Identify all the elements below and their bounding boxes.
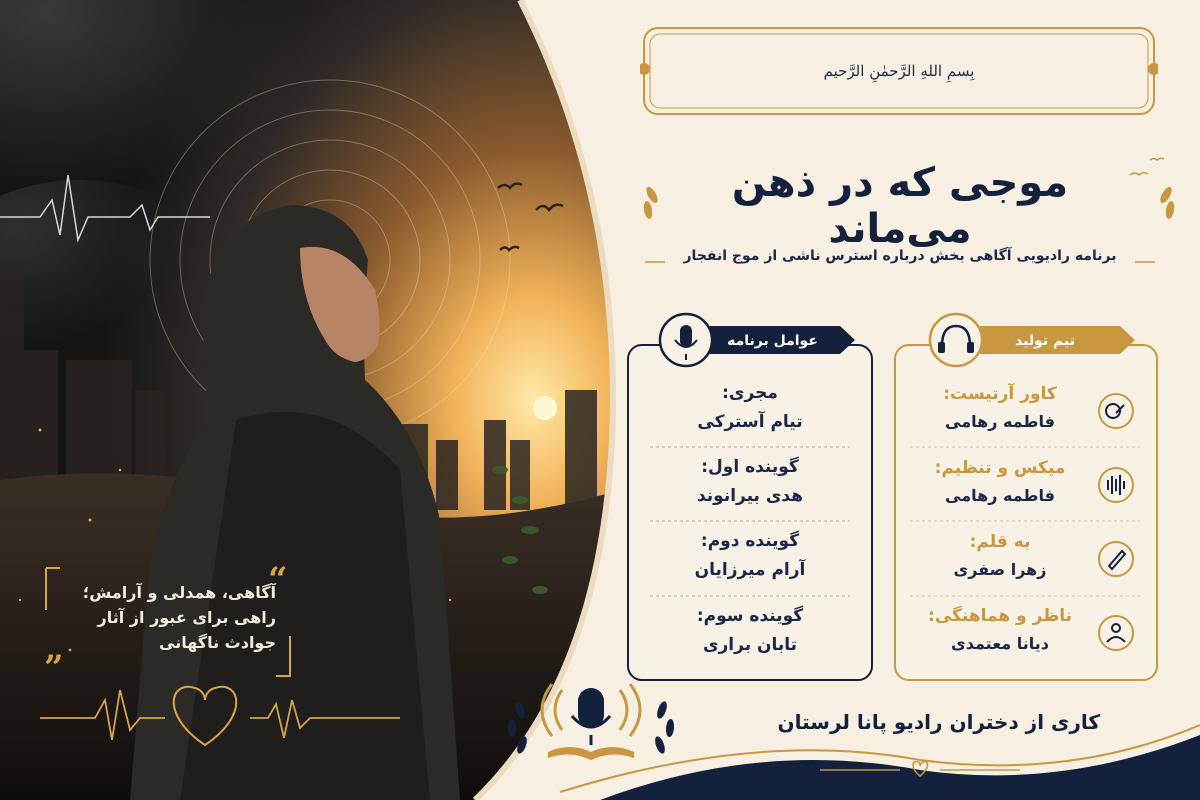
quote-line: راهی برای عبور از آثار [97, 608, 276, 627]
quote-line: جوادث ناگهانی [159, 633, 276, 652]
cast-name-speaker-3: تابان براری [702, 635, 798, 655]
quote-open-icon: “ [268, 560, 288, 600]
crew-name-cover-artist: فاطمه رهامی [945, 412, 1055, 431]
crew-name-writer: زهرا صفری [953, 560, 1047, 579]
crew-name-supervisor: دیانا معتمدی [951, 634, 1049, 653]
quote-text [76, 580, 276, 655]
quote-line: آگاهی، همدلی و آرامش؛ [82, 583, 276, 602]
program-subtitle: برنامه رادیویی آگاهی بخش درباره استرس ناشی از موج انفجار [683, 248, 1117, 264]
production-card-heading: تیم تولید [1015, 333, 1075, 349]
footer-credit: کاری از دختران رادیو پانا لرستان [777, 710, 1100, 734]
crew-name-mix: فاطمه رهامی [945, 486, 1055, 505]
cast-name-host: تیام آسترکی [697, 412, 803, 432]
crew-role-mix: میکس و تنظیم: [934, 458, 1066, 478]
cast-name-speaker-2: آرام میرزایان [694, 560, 806, 580]
cast-role-speaker-3: گوینده سوم: [696, 606, 804, 626]
crew-role-supervisor: ناظر و هماهنگی: [928, 606, 1072, 626]
crew-role-cover-artist: کاور آرتیست: [943, 384, 1057, 404]
cast-role-speaker-2: گوینده دوم: [700, 531, 800, 551]
crew-role-writer: به قلم: [969, 532, 1031, 552]
program-title: موجی که در ذهن می‌ماند [731, 160, 1069, 252]
cast-name-speaker-1: هدی بیرانوند [696, 486, 804, 506]
cast-card-heading: عوامل برنامه [727, 333, 818, 349]
basmala-text: بِسمِ اللهِ الرَّحمٰنِ الرَّحيم [823, 62, 975, 80]
cast-role-speaker-1: گوینده اول: [701, 457, 799, 477]
quote-close-icon: ” [44, 648, 64, 688]
cast-role-host: مجری: [722, 383, 778, 403]
